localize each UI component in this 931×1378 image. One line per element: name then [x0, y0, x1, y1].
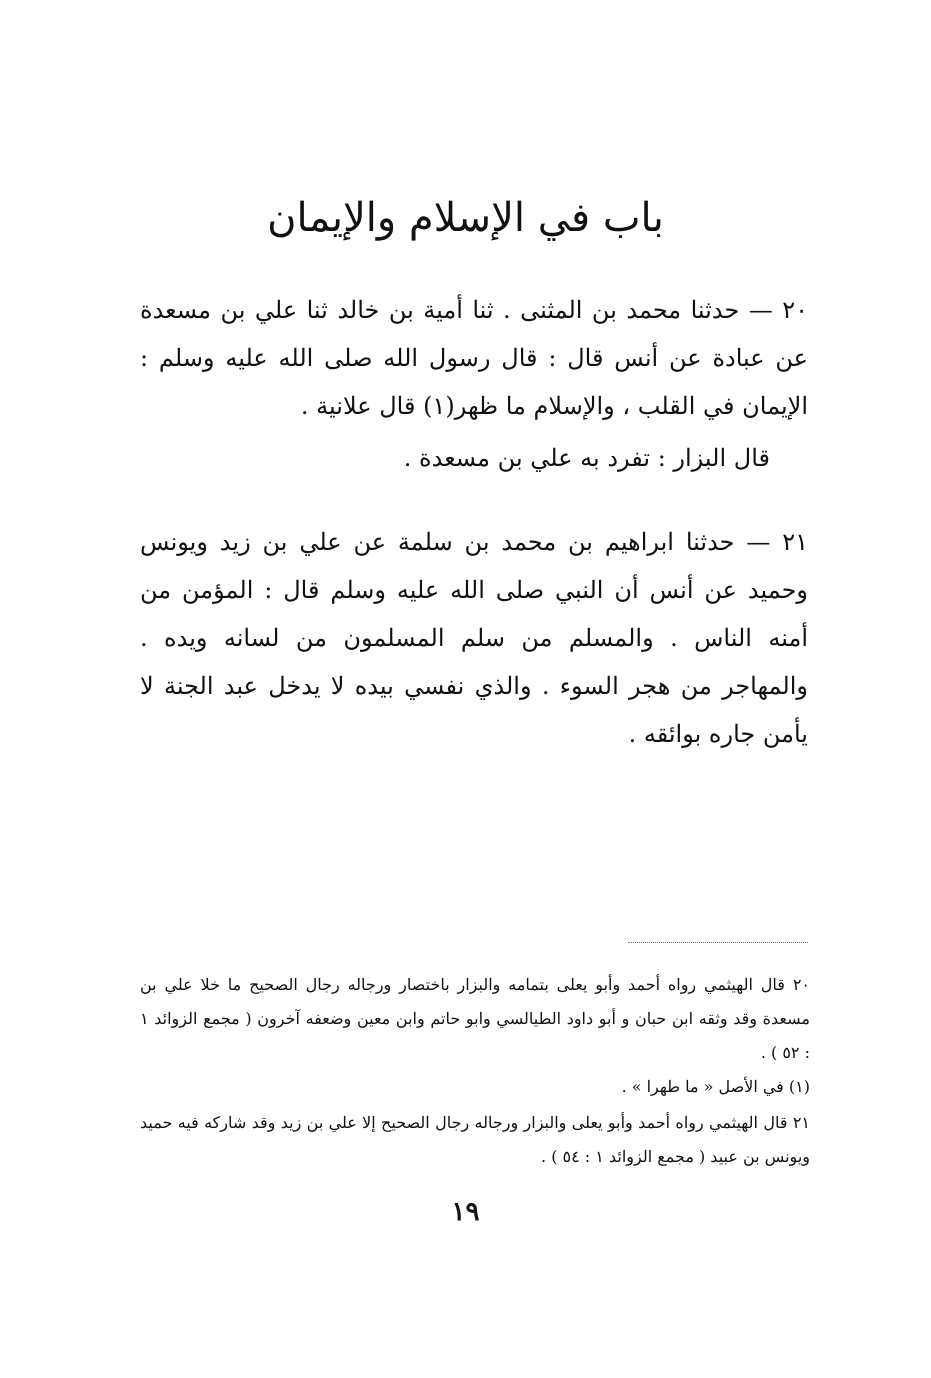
- footnote-1: (١) في الأصل « ما طهرا » .: [621, 1077, 810, 1096]
- footnote-21: ٢١ قال الهيثمي رواه أحمد وأبو يعلى والبزار ورجاله رجال الصحيح إلا علي بن زيد وقد شاركه فيه حميد ويونس بن عبيد ( مجمع الزوائد ١ : ٥٤ ) .: [140, 1113, 810, 1166]
- footnote-divider: [628, 942, 808, 943]
- hadith-21-text: ٢١ — حدثنا ابراهيم بن محمد بن سلمة عن علي بن زيد ويونس وحميد عن أنس أن النبي صلى الله عليه وسلم قال : المؤمن من أمنه الناس . والمسلم من سلم المسلمون من لسانه ويده . والمهاجر من هجر السوء . والذي نفسي بيده لا يدخل عبد الجنة لا يأمن جاره بوائقه .: [140, 528, 808, 748]
- hadith-20-note: قال البزار : تفرد به علي بن مسعدة .: [403, 444, 770, 472]
- hadith-20-text: ٢٠ — حدثنا محمد بن المثنى . ثنا أمية بن خالد ثنا علي بن مسعدة عن عبادة عن أنس قال : قال رسول الله صلى الله عليه وسلم : الإيمان في القلب ، والإسلام ما ظهر(١) قال علانية .: [140, 296, 808, 420]
- footnote-20: ٢٠ قال الهيثمي رواه أحمد وأبو يعلى بتمامه والبزار باختصار ورجاله رجال الصحيح ما خلا علي بن مسعدة وقد وثقه ابن حبان و أبو داود الطيالسي وابو حاتم وابن معين وضعفه آخرون ( مجمع الزوائد ١ : ٥٢ ) .: [140, 975, 810, 1062]
- page-number: ١٩: [451, 1197, 480, 1227]
- chapter-title: باب في الإسلام والإيمان: [267, 195, 664, 241]
